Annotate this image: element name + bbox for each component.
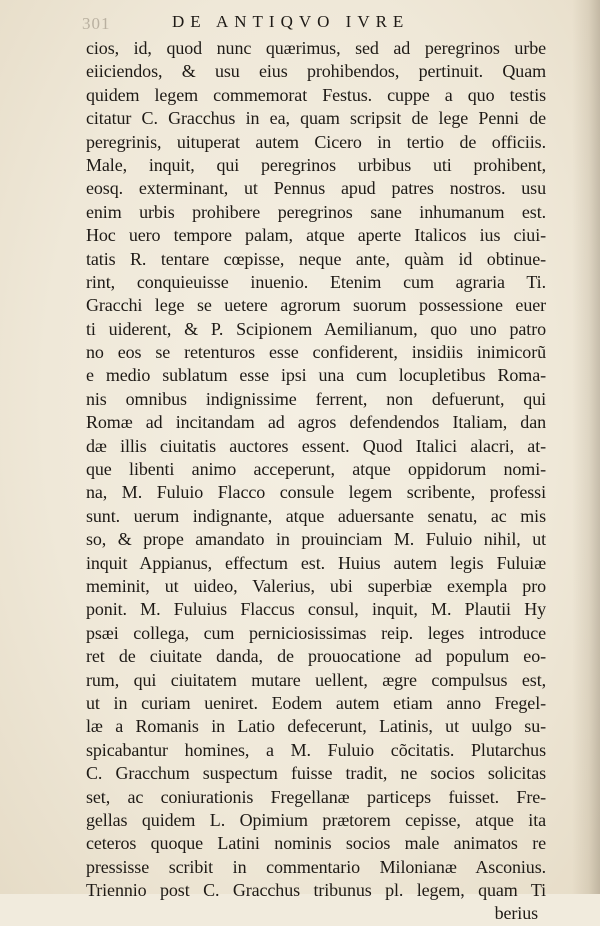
text-line: cios, id, quod nunc quærimus, sed ad peregrinos urbe	[86, 38, 546, 58]
body-text	[86, 37, 546, 926]
text-line: na, M. Fuluio Flacco consule legem scribente, professi	[86, 482, 546, 503]
running-head	[0, 12, 600, 36]
text-line: enim urbis prohibere peregrinos sane inhumanum est.	[86, 201, 546, 222]
text-line: læ a Romanis in Latio defecerunt, Latinis, ut uulgo su-	[86, 716, 546, 737]
text-line: spicabantur homines, a M. Fuluio cõcitatis. Plutarchus	[86, 739, 546, 760]
text-line: citatur C. Gracchus in ea, quam scripsit de lege Penni de	[86, 108, 546, 129]
text-line: gellas quidem L. Opimium prætorem cepisse, atque ita	[86, 809, 546, 830]
gutter-shadow	[572, 0, 600, 894]
text-line: ceteros quoque Latini nominis socios male animatos re	[86, 833, 546, 854]
text-line: Gracchi lege se uetere agrorum suorum possessione euer	[86, 295, 546, 316]
text-line: sunt. uerum indignante, atque aduersante senatu, ac mis	[86, 505, 546, 526]
running-title: DE ANTIQVO IVRE	[172, 12, 410, 31]
text-line: C. Gracchum suspectum fuisse tradit, ne socios solicitas	[86, 763, 546, 784]
text-line: Male, inquit, qui peregrinos urbibus uti prohibent,	[86, 154, 546, 175]
text-line: ut in curiam ueniret. Eodem autem etiam anno Fregel-	[86, 692, 546, 713]
text-line: ti uiderent, & P. Scipionem Aemilianum, quo uno patro	[86, 318, 546, 339]
text-line: peregrinis, uituperat autem Cicero in tertio de officiis.	[86, 131, 546, 152]
text-line: inquit Appianus, effectum est. Huius autem legis Fuluiæ	[86, 552, 546, 573]
text-line: rum, qui ciuitatem mutare uellent, ægre compulsus est,	[86, 669, 546, 690]
text-line: Hoc uero tempore palam, atque aperte Italicos ius ciui-	[86, 225, 546, 246]
text-line: e medio sublatum esse ipsi una cum locupletibus Roma-	[86, 365, 546, 386]
text-line: que libenti animo acceperunt, atque oppidorum nomi-	[86, 459, 546, 480]
text-line: psæi collega, cum perniciosissimas reip. leges introduce	[86, 622, 546, 643]
text-line: no eos se retenturos esse confiderent, insidiis inimicorũ	[86, 342, 546, 363]
text-line: Romæ ad incitandam ad agros defendendos Italiam, dan	[86, 412, 546, 433]
text-line: ponit. M. Fuluius Flaccus consul, inquit, M. Plautii Hy	[86, 599, 546, 620]
text-line: nis omnibus indignissime ferrent, non defuerunt, qui	[86, 388, 546, 409]
text-line: set, ac coniurationis Fregellanæ particeps fuisset. Fre-	[86, 786, 546, 807]
text-line: meminit, ut uideo, Valerius, ubi superbiæ exempla pro	[86, 575, 546, 596]
text-line: quidem legem commemorat Festus. cuppe a quo testis	[86, 84, 546, 105]
catchword: berius	[494, 903, 538, 924]
text-line: tatis R. tentare cœpisse, neque ante, quàm id obtinue-	[86, 248, 546, 269]
text-line: pressisse scribit in commentario Milonianæ Asconius.	[86, 856, 546, 877]
text-line: eosq. exterminant, ut Pennus apud patres nostros. usu	[86, 178, 546, 199]
text-line: ret de ciuitate danda, de prouocatione ad populum eo-	[86, 646, 546, 667]
page-number: 301	[82, 14, 111, 33]
text-line: dæ illis ciuitatis auctores essent. Quod Italici alacri, at-	[86, 435, 546, 456]
text-line: so, & prope amandato in prouinciam M. Fuluio nihil, ut	[86, 529, 546, 550]
text-line: eiiciendos, & usu eius prohibendos, pertinuit. Quam	[86, 61, 546, 82]
text-line: Triennio post C. Gracchus tribunus pl. legem, quam Ti	[86, 880, 546, 901]
text-line: rint, conquieuisse inuenio. Etenim cum agraria Ti.	[86, 271, 546, 292]
